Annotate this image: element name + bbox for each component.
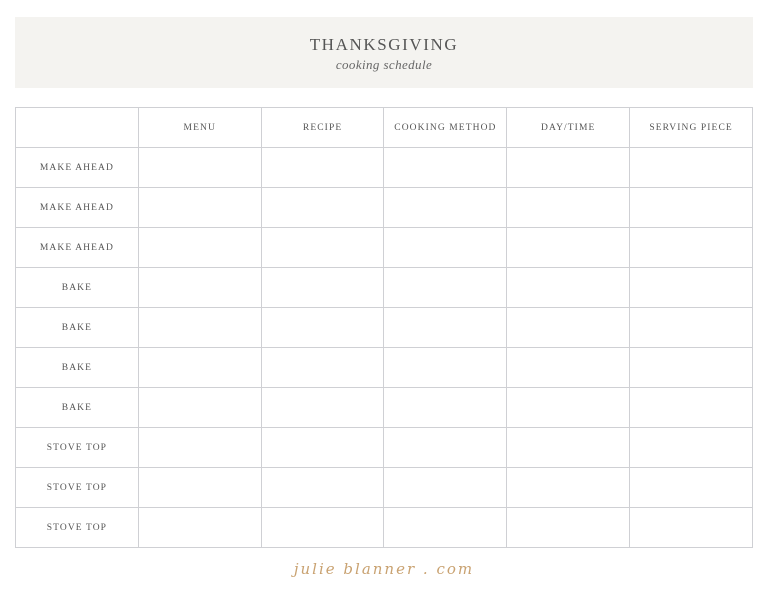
- table-cell[interactable]: [384, 428, 507, 468]
- row-label: BAKE: [16, 348, 139, 388]
- row-label: STOVE TOP: [16, 428, 139, 468]
- table-cell[interactable]: [138, 428, 261, 468]
- table-cell[interactable]: [630, 228, 753, 268]
- row-label: MAKE AHEAD: [16, 228, 139, 268]
- table-cell[interactable]: [507, 508, 630, 548]
- table-cell[interactable]: [630, 308, 753, 348]
- column-header: MENU: [138, 108, 261, 148]
- table-row: [16, 228, 753, 268]
- column-header: RECIPE: [261, 108, 384, 148]
- table-cell[interactable]: [261, 228, 384, 268]
- table-cell[interactable]: [261, 148, 384, 188]
- row-label: BAKE: [16, 388, 139, 428]
- table-cell[interactable]: [138, 508, 261, 548]
- table-row: [16, 468, 753, 508]
- signature-logo: julie blanner . com: [293, 560, 475, 578]
- table-cell[interactable]: [261, 308, 384, 348]
- table-cell[interactable]: [630, 468, 753, 508]
- row-label: MAKE AHEAD: [16, 148, 139, 188]
- row-label: STOVE TOP: [16, 468, 139, 508]
- table-cell[interactable]: [384, 148, 507, 188]
- row-label: BAKE: [16, 308, 139, 348]
- table-cell[interactable]: [384, 308, 507, 348]
- table-cell[interactable]: [261, 388, 384, 428]
- table-cell[interactable]: [384, 468, 507, 508]
- table-cell[interactable]: [507, 428, 630, 468]
- schedule-table: [15, 107, 753, 548]
- table-row: [16, 188, 753, 228]
- table-cell[interactable]: [138, 268, 261, 308]
- table-cell[interactable]: [261, 468, 384, 508]
- table-cell[interactable]: [507, 308, 630, 348]
- table-cell[interactable]: [138, 348, 261, 388]
- table-cell[interactable]: [261, 428, 384, 468]
- table-cell[interactable]: [138, 228, 261, 268]
- table-cell[interactable]: [630, 188, 753, 228]
- table-row: [16, 308, 753, 348]
- table-cell[interactable]: [507, 188, 630, 228]
- table-cell[interactable]: [507, 468, 630, 508]
- page-subtitle: cooking schedule: [335, 57, 433, 72]
- table-cell[interactable]: [261, 348, 384, 388]
- table-cell[interactable]: [384, 268, 507, 308]
- row-label: BAKE: [16, 268, 139, 308]
- column-header: COOKING METHOD: [384, 108, 507, 148]
- table-row: [16, 148, 753, 188]
- table-cell[interactable]: [138, 188, 261, 228]
- table-row: [16, 508, 753, 548]
- table-cell[interactable]: [138, 148, 261, 188]
- table-cell[interactable]: [630, 508, 753, 548]
- table-cell[interactable]: [384, 228, 507, 268]
- page-title: THANKSGIVING: [309, 35, 459, 54]
- header-banner: [15, 17, 753, 88]
- table-row: [16, 268, 753, 308]
- table-cell[interactable]: [384, 508, 507, 548]
- column-header: SERVING PIECE: [630, 108, 753, 148]
- table-cell[interactable]: [507, 148, 630, 188]
- row-label: MAKE AHEAD: [16, 188, 139, 228]
- table-cell[interactable]: [261, 508, 384, 548]
- row-label: STOVE TOP: [16, 508, 139, 548]
- table-cell[interactable]: [507, 388, 630, 428]
- header-row: [16, 108, 753, 148]
- table-cell[interactable]: [261, 188, 384, 228]
- table-cell[interactable]: [630, 348, 753, 388]
- table-row: [16, 428, 753, 468]
- table-cell[interactable]: [507, 228, 630, 268]
- column-header: DAY/TIME: [507, 108, 630, 148]
- table-row: [16, 388, 753, 428]
- table-cell[interactable]: [507, 268, 630, 308]
- table-cell[interactable]: [138, 388, 261, 428]
- column-header: [16, 108, 139, 148]
- table-cell[interactable]: [630, 388, 753, 428]
- table-cell[interactable]: [384, 388, 507, 428]
- table-cell[interactable]: [138, 468, 261, 508]
- table-cell[interactable]: [630, 428, 753, 468]
- table-cell[interactable]: [384, 188, 507, 228]
- table-cell[interactable]: [507, 348, 630, 388]
- table-cell[interactable]: [630, 268, 753, 308]
- table-cell[interactable]: [630, 148, 753, 188]
- table-cell[interactable]: [384, 348, 507, 388]
- table-row: [16, 348, 753, 388]
- table-cell[interactable]: [261, 268, 384, 308]
- table-cell[interactable]: [138, 308, 261, 348]
